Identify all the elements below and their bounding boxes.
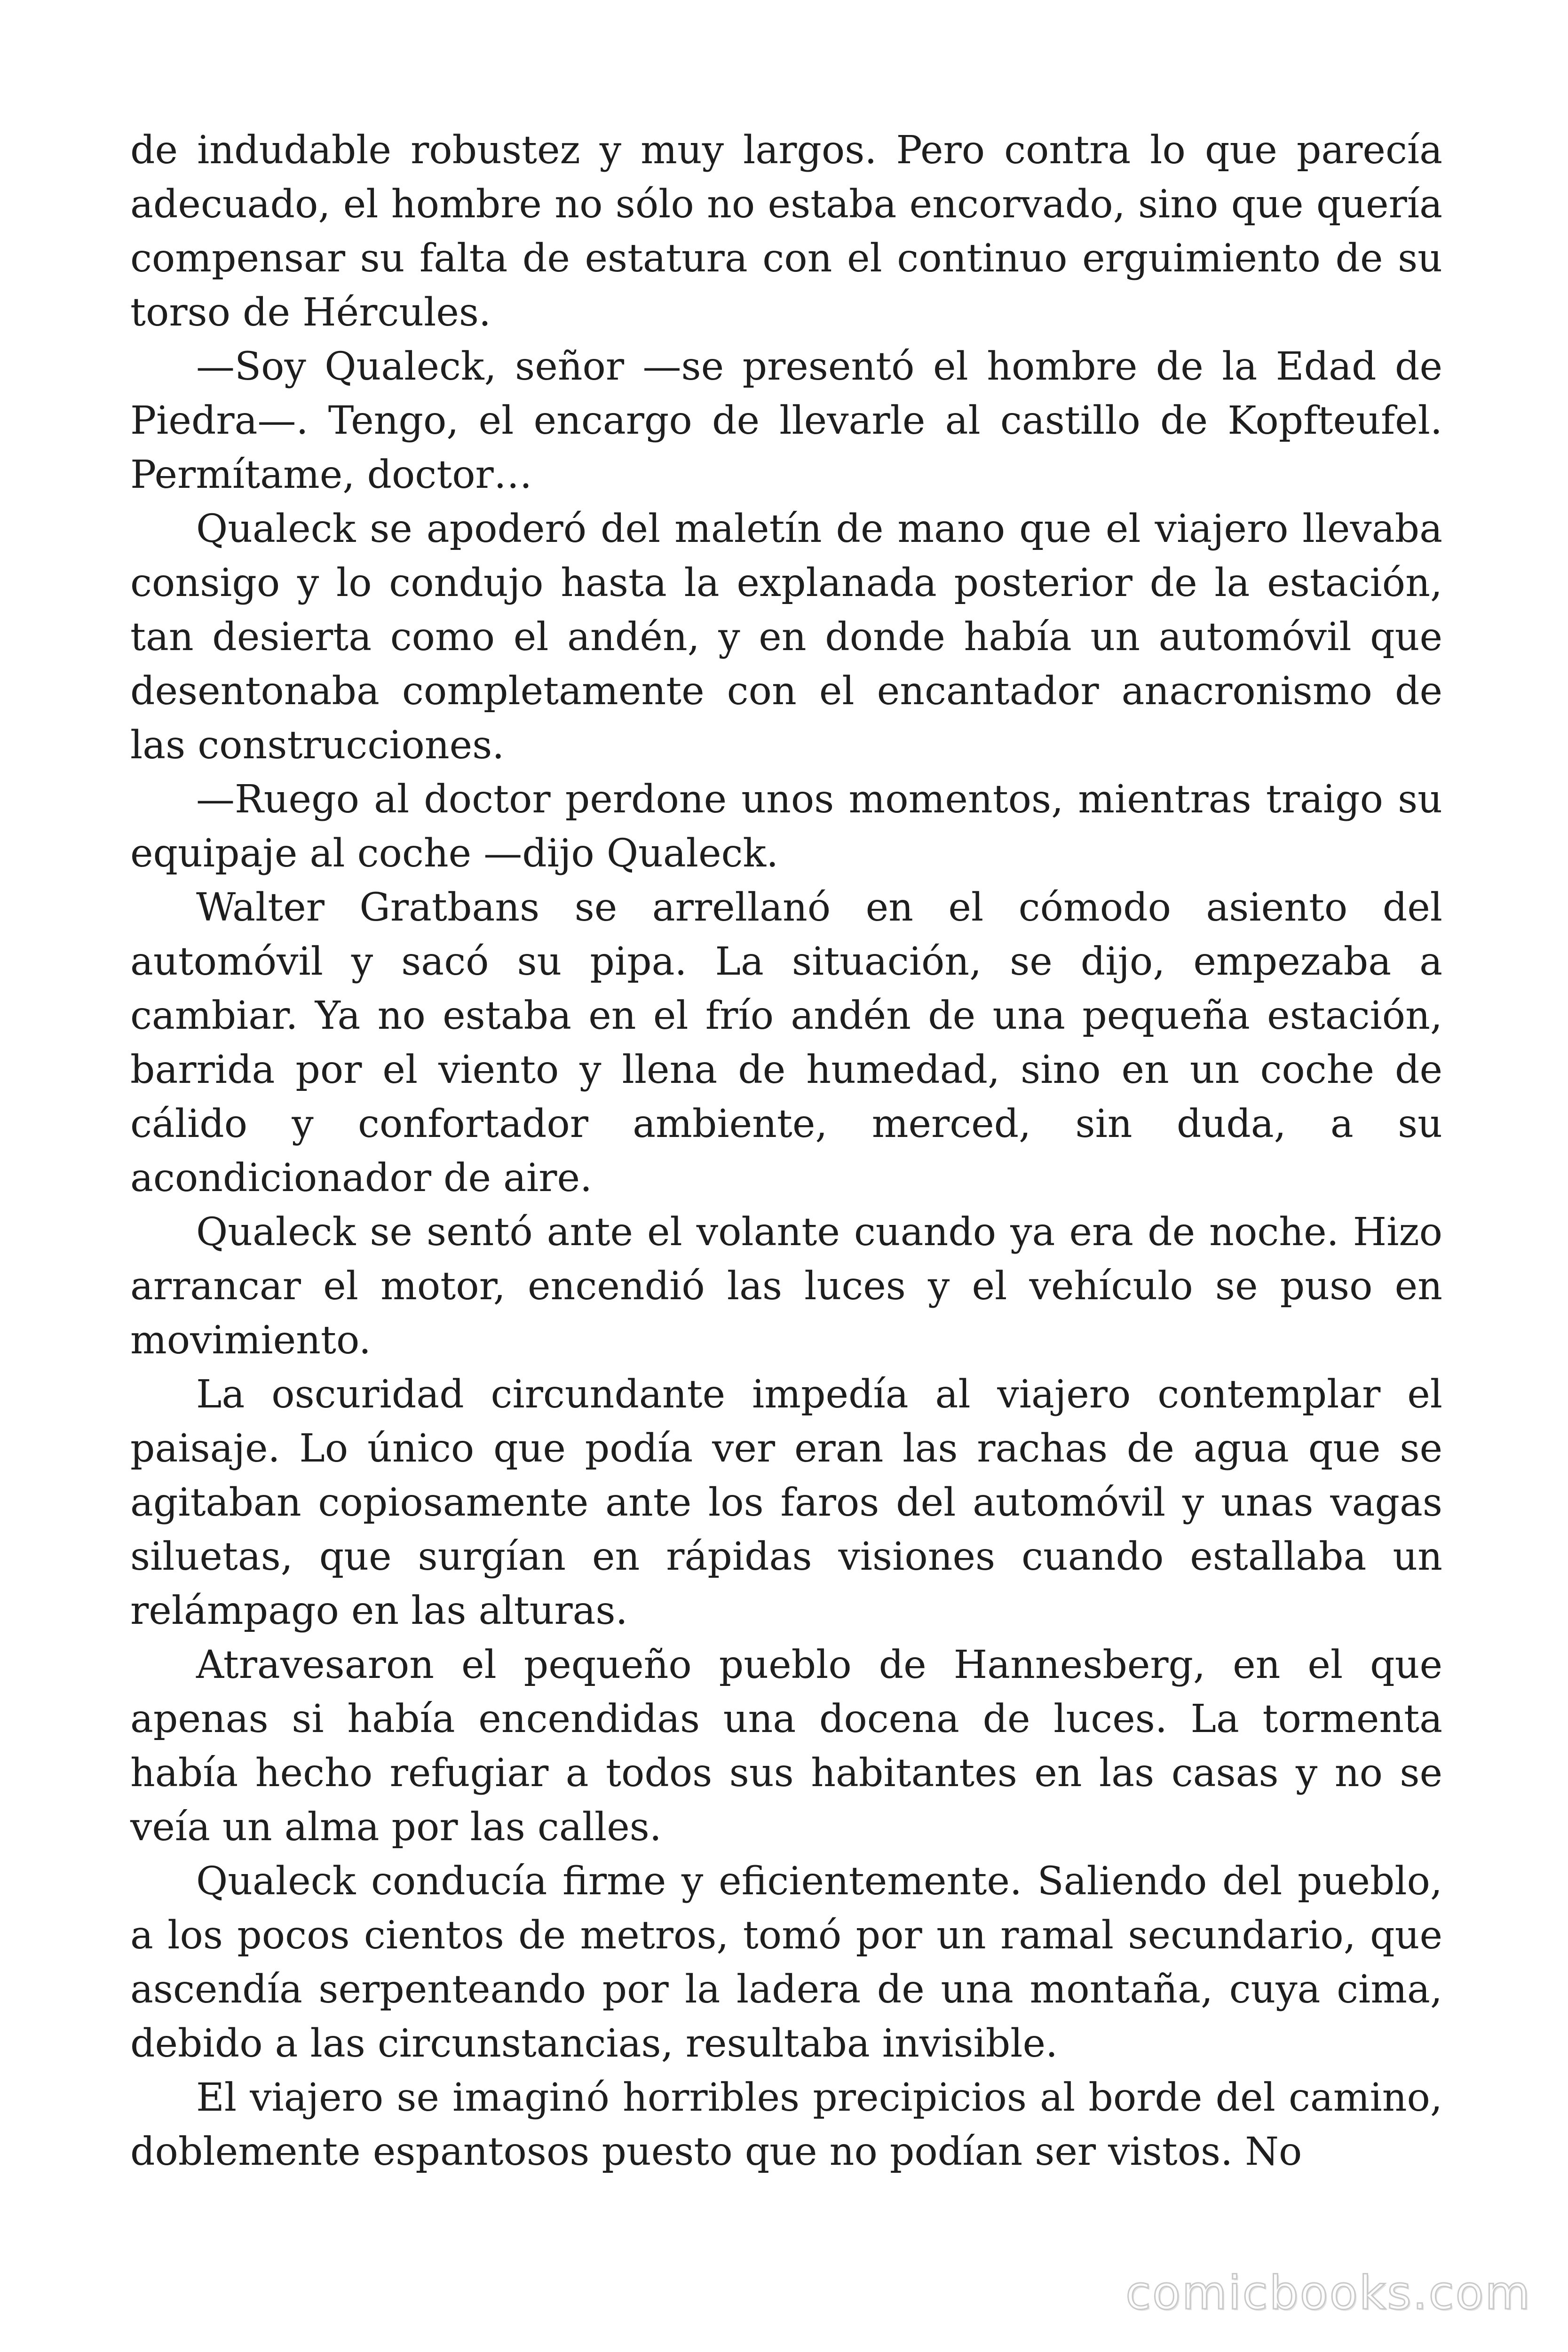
paragraph-5: Walter Gratbans se arrellanó en el cómodo asiento del automóvil y sacó su pipa. La situación, se dijo, empezaba a cambiar. Ya no estaba en el frío andén de una pequeña estación, barrida por el viento y llena de humedad, sino en un coche de cálido y confortador ambiente, merced, sin duda, a su acondicionador de aire. <box>130 885 1442 1200</box>
paragraph-2: —Soy Qualeck, señor —se presentó el hombre de la Edad de Piedra—. Tengo, el encargo de llevarle al castillo de Kopfteufel. Permítame, doctor… <box>130 344 1442 497</box>
book-page-body <box>130 123 1442 2179</box>
paragraph-10: El viajero se imaginó horribles precipicios al borde del camino, doblemente espantosos puesto que no podían ser vistos. No <box>130 2075 1442 2174</box>
paragraph-6: Qualeck se sentó ante el volante cuando ya era de noche. Hizo arrancar el motor, encendió las luces y el vehículo se puso en movimiento. <box>130 1210 1442 1363</box>
paragraph-3: Qualeck se apoderó del maletín de mano que el viajero llevaba consigo y lo condujo hasta la explanada posterior de la estación, tan desierta como el andén, y en donde había un automóvil que desentonaba completamente con el encantador anacronismo de las construcciones. <box>130 507 1442 768</box>
paragraph-1: de indudable robustez y muy largos. Pero contra lo que parecía adecuado, el hombre no sólo no estaba encorvado, sino que quería compensar su falta de estatura con el continuo erguimiento de su torso de Hércules. <box>130 128 1442 335</box>
paragraph-4: —Ruego al doctor perdone unos momentos, mientras traigo su equipaje al coche —dijo Qualeck. <box>130 777 1442 876</box>
paragraph-7: La oscuridad circundante impedía al viajero contemplar el paisaje. Lo único que podía ver eran las rachas de agua que se agitaban copiosamente ante los faros del automóvil y unas vagas siluetas, que surgían en rápidas visiones cuando estallaba un relámpago en las alturas. <box>130 1372 1442 1633</box>
paragraph-9: Qualeck conducía firme y eficientemente. Saliendo del pueblo, a los pocos cientos de metros, tomó por un ramal secundario, que ascendía serpenteando por la ladera de una montaña, cuya cima, debido a las circunstancias, resultaba invisible. <box>130 1859 1442 2066</box>
paragraph-8: Atravesaron el pequeño pueblo de Hannesberg, en el que apenas si había encendidas una docena de luces. La tormenta había hecho refugiar a todos sus habitantes en las casas y no se veía un alma por las calles. <box>130 1643 1442 1850</box>
watermark: comicbooks.com <box>1125 2266 1531 2320</box>
